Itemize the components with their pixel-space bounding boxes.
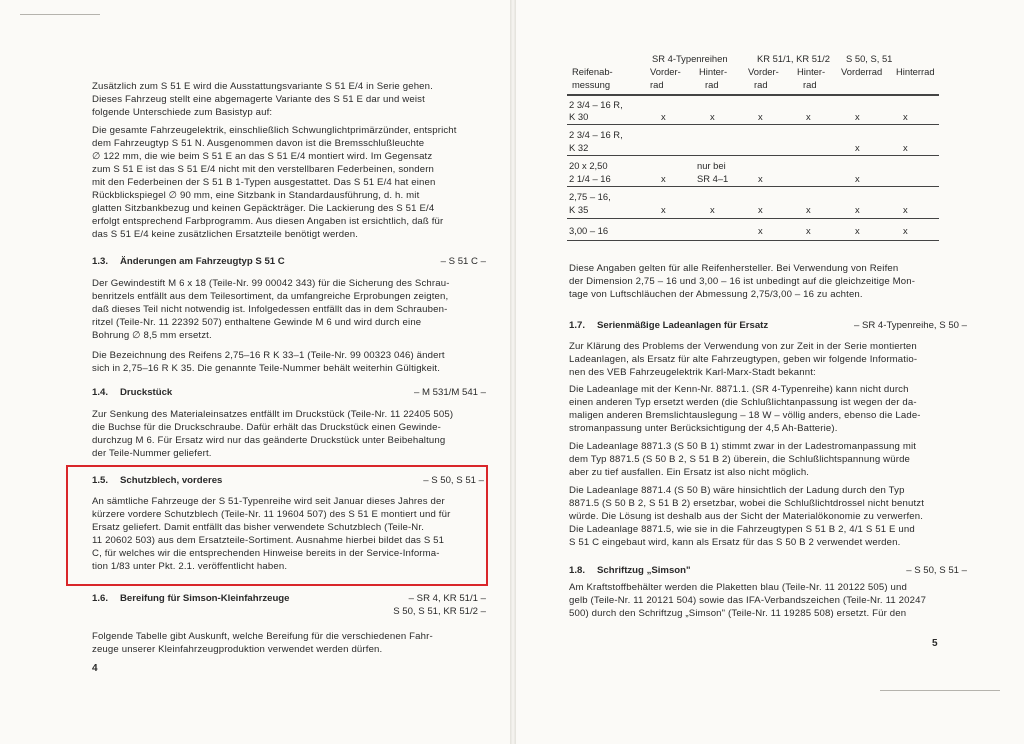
table-rule bbox=[567, 218, 939, 219]
text-line: S 51 C eingebaut wird, kann als Ersatz für das S 50 B 2 verwendet werden. bbox=[569, 537, 901, 548]
table-cell: x bbox=[710, 204, 715, 215]
text-line: der Teile-Nummer geliefert. bbox=[92, 448, 212, 459]
text-line: Zusätzlich zum S 51 E wird die Ausstattungsvariante S 51 E/4 in Serie gehen. bbox=[92, 81, 433, 92]
text-line: Ersatz geliefert. Damit entfällt das bisher verwendete Schutzblech (Teile-Nr. bbox=[92, 522, 425, 533]
table-cell: x bbox=[806, 204, 811, 215]
table-header-cell: Hinter- bbox=[699, 66, 728, 77]
table-cell: K 32 bbox=[569, 142, 589, 153]
section-1-3-title: Änderungen am Fahrzeugtyp S 51 C bbox=[120, 256, 285, 267]
text-line: benritzels entfällt aus dem Teilesortiment, da umfangreiche Erprobungen zeigten, bbox=[92, 291, 449, 302]
text-line: An sämtliche Fahrzeuge der S 51-Typenreihe wird seit Januar dieses Jahres der bbox=[92, 496, 445, 507]
text-line: Die Ladeanlage 8871.4 (S 50 B) wäre hinsichtlich der Ladung durch den Typ bbox=[569, 485, 905, 496]
book-gutter bbox=[510, 0, 516, 744]
table-cell: 20 x 2,50 bbox=[569, 160, 608, 171]
table-cell: K 35 bbox=[569, 204, 589, 215]
table-cell: x bbox=[903, 225, 908, 236]
section-1-5-tag: – S 50, S 51 – bbox=[423, 475, 484, 486]
text-line: 8871.5 (S 50 B 2, S 51 B 2) ersetzbar, wobei die Schlußlichtdrossel nicht benutzt bbox=[569, 498, 925, 509]
text-line: sich in 2,75–16 R K 35. Die genannte Teile-Nummer behält weiterhin Gültigkeit. bbox=[92, 363, 441, 374]
table-rule bbox=[567, 94, 939, 96]
section-1-4-tag: – M 531/M 541 – bbox=[414, 387, 486, 398]
table-header-cell: messung bbox=[572, 79, 611, 90]
section-1-3-number: 1.3. bbox=[92, 256, 109, 267]
section-1-6-tag-2: S 50, S 51, KR 51/2 – bbox=[393, 606, 486, 617]
table-cell: x bbox=[661, 111, 666, 122]
section-1-5-title: Schutzblech, vorderes bbox=[120, 475, 223, 486]
text-line: aber zu tief ausfallen. Ein Ersatz ist also nicht möglich. bbox=[569, 467, 810, 478]
table-cell: x bbox=[855, 225, 860, 236]
section-1-4-number: 1.4. bbox=[92, 387, 109, 398]
table-cell: 3,00 – 16 bbox=[569, 225, 609, 236]
text-line: Bohrung ∅ 8,5 mm ersetzt. bbox=[92, 330, 212, 341]
table-cell: 2,75 – 16, bbox=[569, 191, 611, 202]
table-cell: x bbox=[903, 204, 908, 215]
table-cell: x bbox=[661, 204, 666, 215]
section-1-6-title: Bereifung für Simson-Kleinfahrzeuge bbox=[120, 593, 290, 604]
table-header-cell: Reifenab- bbox=[572, 66, 613, 77]
text-line: die Buchse für die Druckschraube. Dafür erhält das Druckstück einen Gewinde- bbox=[92, 422, 441, 433]
table-cell: SR 4–1 bbox=[697, 173, 729, 184]
section-1-3-tag: – S 51 C – bbox=[440, 256, 486, 267]
text-line: stromanpassung unter Berücksichtigung der 4,5 Ah-Batterie). bbox=[569, 423, 838, 434]
text-line: tion 1/83 unter Pkt. 2.1. veröffentlicht haben. bbox=[92, 561, 288, 572]
text-line: ∅ 122 mm, die wie beim S 51 E an das S 51 E/4 montiert wird. Im Gegensatz bbox=[92, 151, 433, 162]
text-line: Der Gewindestift M 6 x 18 (Teile-Nr. 99 00042 343) für die Sicherung des Schrau- bbox=[92, 278, 450, 289]
text-line: C, für welches wir die entsprechenden Hinweise bereits in der Service-Informa- bbox=[92, 548, 440, 559]
section-1-4-title: Druckstück bbox=[120, 387, 173, 398]
table-cell: x bbox=[855, 204, 860, 215]
page-number-right: 5 bbox=[932, 638, 938, 649]
table-header-cell: Hinter- bbox=[797, 66, 826, 77]
text-line: mit den Federbeinen der S 51 B 1-Typen ausgestattet. Das S 51 E/4 hat einen bbox=[92, 177, 436, 188]
table-cell: 2 3/4 – 16 R, bbox=[569, 99, 623, 110]
table-cell: x bbox=[758, 225, 763, 236]
table-header-cell: rad bbox=[803, 79, 817, 90]
text-line: kürzere vordere Schutzblech (Teile-Nr. 11 19604 507) des S 51 E montiert und für bbox=[92, 509, 451, 520]
text-line: das S 51 E/4 keine zusätzlichen Ersatzteile benötigt werden. bbox=[92, 229, 359, 240]
text-line: der Dimension 2,75 – 16 und 3,00 – 16 ist unbedingt auf die gleichzeitige Mon- bbox=[569, 276, 916, 287]
table-group-header: SR 4-Typenreihen bbox=[652, 53, 728, 64]
table-cell: x bbox=[758, 204, 763, 215]
text-line: Die gesamte Fahrzeugelektrik, einschließlich Schwunglichtprimärzünder, entspricht bbox=[92, 125, 457, 136]
section-1-7-number: 1.7. bbox=[569, 320, 586, 331]
text-line: dem Typ 8871.5 (S 50 B 2, S 51 B 2) überein, die Schlußlichtspannung würde bbox=[569, 454, 911, 465]
table-header-cell: rad bbox=[705, 79, 719, 90]
table-rule bbox=[567, 155, 939, 156]
table-cell: x bbox=[710, 111, 715, 122]
text-line: Zur Klärung des Problems der Verwendung von zur Zeit in der Serie montierten bbox=[569, 341, 917, 352]
table-cell: x bbox=[855, 111, 860, 122]
table-header-cell: Vorder- bbox=[650, 66, 681, 77]
section-1-8-tag: – S 50, S 51 – bbox=[906, 565, 967, 576]
table-cell: 2 1/4 – 16 bbox=[569, 173, 611, 184]
table-header-cell: Hinterrad bbox=[896, 66, 935, 77]
text-line: zeuge unserer Kleinfahrzeugproduktion verwendet werden dürfen. bbox=[92, 644, 383, 655]
text-line: durchzug M 6. Für Ersatz wird nur das geänderte Druckstück unter Beibehaltung bbox=[92, 435, 446, 446]
section-1-6-number: 1.6. bbox=[92, 593, 109, 604]
table-cell: x bbox=[903, 142, 908, 153]
text-line: gelb (Teile-Nr. 11 20121 504) sowie das IFA-Verbandszeichen (Teile-Nr. 11 20247 bbox=[569, 595, 927, 606]
text-line: 500) durch den Schriftzug „Simson" (Teile-Nr. 11 19285 508) ersetzt. Für den bbox=[569, 608, 907, 619]
table-header-cell: Vorderrad bbox=[841, 66, 883, 77]
text-line: nen des VEB Fahrzeugelektrik Karl-Marx-Stadt bekannt: bbox=[569, 367, 816, 378]
table-cell: x bbox=[806, 111, 811, 122]
text-line: 11 20602 503) aus dem Ersatzteile-Sortiment. Ausnahme hierbei bildet das S 51 bbox=[92, 535, 445, 546]
text-line: Die Ladeanlage mit der Kenn-Nr. 8871.1. (SR 4-Typenreihe) kann nicht durch bbox=[569, 384, 909, 395]
text-line: Dieses Fahrzeug stellt eine abgemagerte Variante des S 51 E dar und weist bbox=[92, 94, 425, 105]
scan-edge-line bbox=[20, 14, 100, 15]
text-line: Folgende Tabelle gibt Auskunft, welche Bereifung für die verschiedenen Fahr- bbox=[92, 631, 433, 642]
section-1-7-tag: – SR 4-Typenreihe, S 50 – bbox=[853, 320, 967, 331]
text-line: Die Ladeanlage 8871.5, wie sie in die Fahrzeugtypen S 51 B 2, 4/1 S 51 E und bbox=[569, 524, 915, 535]
section-1-8-title: Schriftzug „Simson" bbox=[597, 565, 691, 576]
text-line: folgende Unterschiede zum Basistyp auf: bbox=[92, 107, 273, 118]
text-line: tage von Luftschläuchen der Abmessung 2,75/3,00 – 16 zu achten. bbox=[569, 289, 863, 300]
text-line: maligen anderen Bremslichtauslegung – 18 W – völlig anders, ebenso die Lade- bbox=[569, 410, 921, 421]
text-line: glatten Sitzbankbezug und keinen Gepäckträger. Die Lackierung des S 51 E/4 bbox=[92, 203, 435, 214]
text-line: Am Kraftstoffbehälter werden die Plaketten blau (Teile-Nr. 11 20122 505) und bbox=[569, 582, 907, 593]
table-rule bbox=[567, 124, 939, 125]
table-cell: x bbox=[806, 225, 811, 236]
table-cell: nur bei bbox=[697, 160, 726, 171]
table-cell: K 30 bbox=[569, 111, 589, 122]
text-line: Rückblickspiegel ∅ 90 mm, eine Sitzbank in Standardausführung, d. h. mit bbox=[92, 190, 420, 201]
text-line: ritzel (Teile-Nr. 11 22392 507) enthaltene Gewinde M 6 und wird durch eine bbox=[92, 317, 422, 328]
table-header-cell: Vorder- bbox=[748, 66, 779, 77]
section-1-7-title: Serienmäßige Ladeanlagen für Ersatz bbox=[597, 320, 769, 331]
section-1-6-tag-1: – SR 4, KR 51/1 – bbox=[408, 593, 486, 604]
table-cell: x bbox=[758, 111, 763, 122]
table-header-cell: rad bbox=[650, 79, 664, 90]
section-1-5-number: 1.5. bbox=[92, 475, 109, 486]
table-cell: x bbox=[758, 173, 763, 184]
table-cell: 2 3/4 – 16 R, bbox=[569, 129, 623, 140]
table-cell: x bbox=[661, 173, 666, 184]
text-line: erfolgt entsprechend Farbprogramm. Aus diesen Angaben ist ersichtlich, daß für bbox=[92, 216, 444, 227]
text-line: einen anderen Typ ersetzt werden (die Schlußlichtanpassung ist wegen der da- bbox=[569, 397, 917, 408]
text-line: Diese Angaben gelten für alle Reifenhersteller. Bei Verwendung von Reifen bbox=[569, 263, 899, 274]
page-number-left: 4 bbox=[92, 663, 98, 674]
text-line: daß dieses Teil nicht notwendig ist. Infolgedessen entfällt das in dem Schrauben- bbox=[92, 304, 448, 315]
section-1-8-number: 1.8. bbox=[569, 565, 586, 576]
table-rule bbox=[567, 186, 939, 187]
scan-edge-line bbox=[880, 690, 1000, 691]
text-line: Ladeanlagen, als Ersatz für alte Fahrzeugtypen, geben wir folgende Informatio- bbox=[569, 354, 918, 365]
text-line: Die Bezeichnung des Reifens 2,75–16 R K 33–1 (Teile-Nr. 99 00323 046) ändert bbox=[92, 350, 445, 361]
table-rule bbox=[567, 240, 939, 241]
table-cell: x bbox=[903, 111, 908, 122]
table-group-header: S 50, S, 51 bbox=[846, 53, 893, 64]
text-line: Zur Senkung des Materialeinsatzes entfällt im Druckstück (Teile-Nr. 11 22405 505) bbox=[92, 409, 454, 420]
table-cell: x bbox=[855, 142, 860, 153]
text-line: würde. Die Lösung ist deshalb aus der Sicht der Materialökonomie zu verwerfen. bbox=[569, 511, 924, 522]
text-line: zum S 51 E ist das S 51 E/4 nicht mit den verstellbaren Federbeinen, sondern bbox=[92, 164, 435, 175]
table-cell: x bbox=[855, 173, 860, 184]
table-group-header: KR 51/1, KR 51/2 bbox=[757, 53, 830, 64]
text-line: Die Ladeanlage 8871.3 (S 50 B 1) stimmt zwar in der Ladestromanpassung mit bbox=[569, 441, 917, 452]
table-header-cell: rad bbox=[754, 79, 768, 90]
text-line: dem Fahrzeugtyp S 51 N. Ausgenommen davon ist die Bremsschlußleuchte bbox=[92, 138, 425, 149]
